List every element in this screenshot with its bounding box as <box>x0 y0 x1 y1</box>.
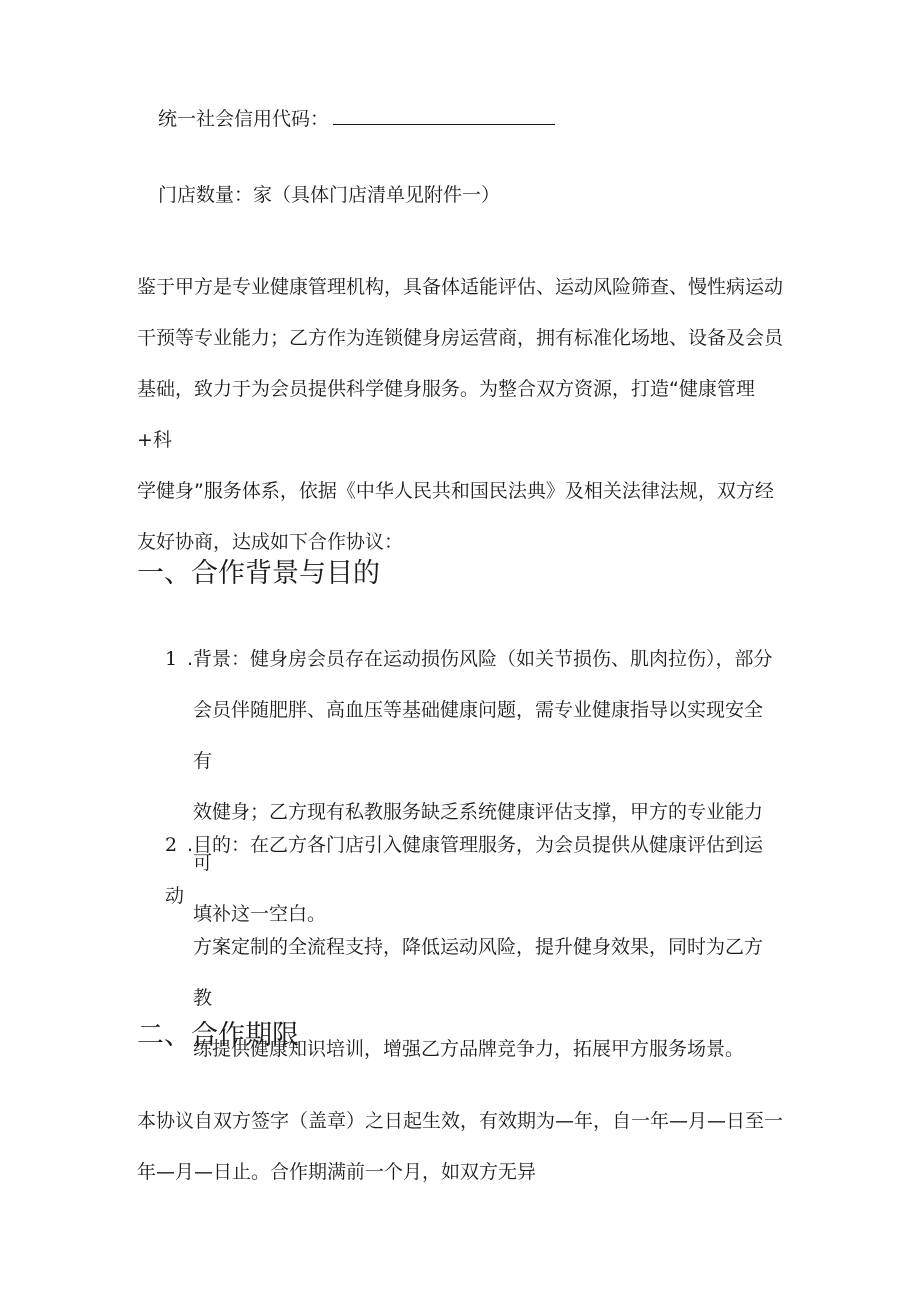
section-heading-term: 二、合作期限 <box>137 1020 299 1051</box>
credit-code-label: 统一社会信用代码： <box>158 108 330 130</box>
credit-code-blank <box>333 108 555 125</box>
list-item-line: 练提供健康知识培训，增强乙方品牌竞争力，拓展甲方服务场景。 <box>193 1038 745 1060</box>
list-item-line: 效健身；乙方现有私教服务缺乏系统健康评估支撑，甲方的专业能力可 <box>193 801 764 874</box>
term-line: 本协议自双方签字（盖章）之日起生效，有效期为—年，自一年—月—日至一 <box>137 1110 784 1132</box>
section-heading-background: 一、合作背景与目的 <box>137 558 380 589</box>
intro-line: 干预等专业能力；乙方作为连锁健身房运营商，拥有标准化场地、设备及会员 <box>137 327 784 349</box>
intro-paragraph <box>137 262 787 568</box>
list-item-line: 会员伴随肥胖、高血压等基础健康问题，需专业健康指导以实现安全有 <box>193 699 764 772</box>
list-item-line: 方案定制的全流程支持，降低运动风险，提升健身效果，同时为乙方教 <box>193 936 764 1009</box>
intro-line: 友好协商，达成如下合作协议： <box>137 531 404 553</box>
list-item-line: 填补这一空白。 <box>193 903 327 925</box>
term-line: 年—月—日止。合作期满前一个月，如双方无异 <box>137 1161 537 1183</box>
store-count-line: 门店数量：家（具体门店清单见附件一） <box>158 184 501 206</box>
term-paragraph <box>137 1096 787 1198</box>
intro-line: 基础，致力于为会员提供科学健身服务。为整合双方资源，打造“健康管理+科 <box>137 378 755 451</box>
intro-line: 学健身”服务体系，依据《中华人民共和国民法典》及相关法律法规，双方经 <box>137 480 774 502</box>
intro-line: 鉴于甲方是专业健康管理机构，具备体适能评估、运动风险筛查、慢性病运动 <box>137 276 784 298</box>
list-item-number: 1 <box>165 648 178 670</box>
list-item-first-line: .目的：在乙方各门店引入健康管理服务，为会员提供从健康评估到运动 <box>165 834 764 907</box>
list-item-number: 2 <box>165 834 178 856</box>
list-item-first-line: .背景：健身房会员存在运动损伤风险（如关节损伤、肌肉拉伤），部分 <box>187 648 773 670</box>
credit-code-field <box>158 108 555 129</box>
